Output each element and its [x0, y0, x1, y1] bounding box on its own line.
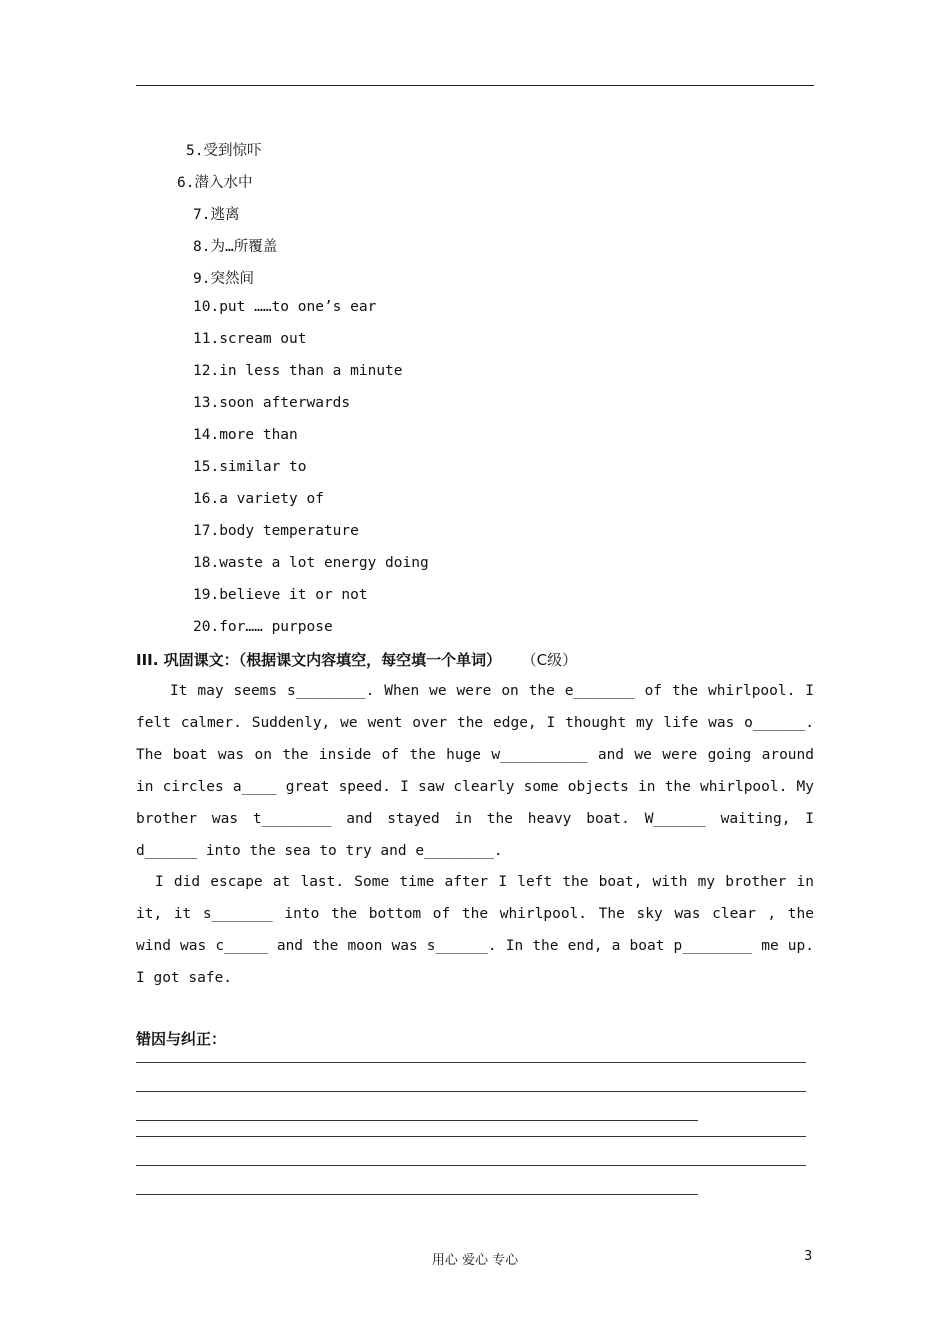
writing-line	[136, 1120, 698, 1121]
footer-text: 用心 爱心 专心	[431, 1253, 519, 1268]
list-item: 14.more than	[193, 427, 298, 443]
writing-line	[136, 1165, 806, 1166]
list-item: 7.逃离	[193, 207, 240, 223]
errors-heading: 错因与纠正：	[136, 1030, 227, 1048]
list-item: 5.受到惊吓	[186, 143, 262, 159]
list-item: 18.waste a lot energy doing	[193, 555, 429, 571]
writing-line	[136, 1194, 698, 1195]
list-item: 8.为…所覆盖	[193, 239, 278, 255]
list-item: 13.soon afterwards	[193, 395, 351, 411]
section-heading	[136, 649, 577, 670]
writing-line	[136, 1136, 806, 1137]
list-item: 20.for…… purpose	[193, 619, 333, 635]
list-item: 15.similar to	[193, 459, 307, 475]
paragraph-2: I did escape at last. Some time after I left the boat, with my brother in it, it s_______ into the bottom of the whirlpool. The sky was clear , the wind was c_____ and the moon was s______. In the end, a boat p________ me up. I got safe.	[136, 874, 814, 986]
paragraph-1: It may seems s________. When we were on the e_______ of the whirlpool. I felt calmer. Suddenly, we went over the edge, I thought my life was o______. The boat was on the inside of the huge w__________ and we were going around in circles a____ great speed. I saw clearly some objects in the whirlpool. My brother was t________ and stayed in the heavy boat. W______ waiting, I d______ into the sea to try and e________.	[136, 683, 814, 859]
section-title: III. 巩固课文：（根据课文内容填空，每空填一个单词）	[136, 651, 502, 669]
page-number: 3	[804, 1249, 813, 1264]
list-item: 17.body temperature	[193, 523, 359, 539]
list-item: 6.潜入水中	[177, 175, 253, 191]
list-item: 16.a variety of	[193, 491, 324, 507]
writing-line	[136, 1091, 806, 1092]
list-item: 10.put ……to one’s ear	[193, 299, 377, 315]
header-rule	[136, 85, 814, 86]
section-level: （C级）	[529, 651, 578, 669]
writing-line	[136, 1062, 806, 1063]
list-item: 19.believe it or not	[193, 587, 368, 603]
list-item: 9.突然间	[193, 271, 254, 287]
list-item: 12.in less than a minute	[193, 363, 403, 379]
list-item: 11.scream out	[193, 331, 307, 347]
